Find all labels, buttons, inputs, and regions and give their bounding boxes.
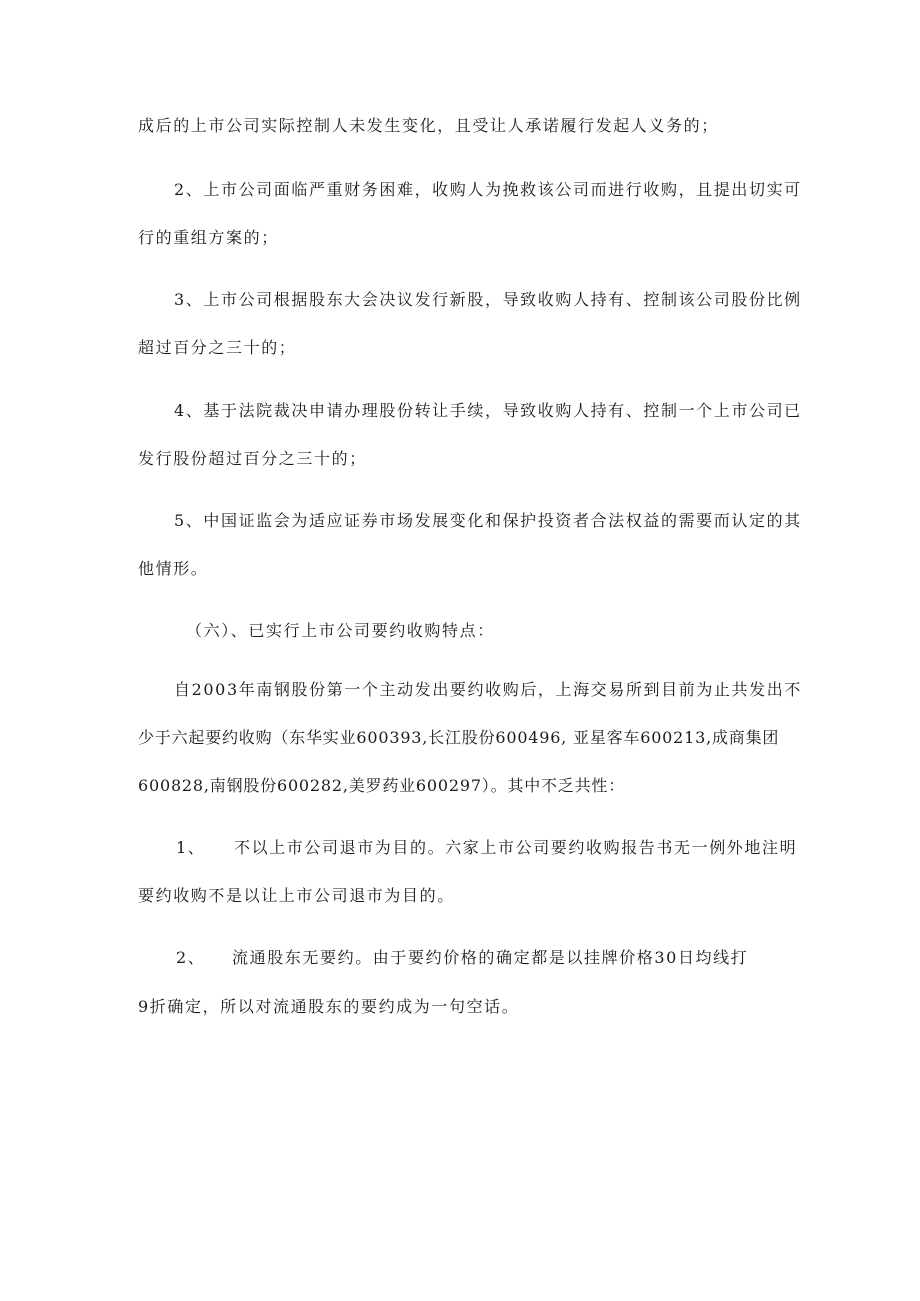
list-item [176,838,798,858]
paragraph-line: 发行股份超过百分之三十的； [138,449,367,468]
list-item-number: 2、 [176,948,206,967]
list-item-text: 不以上市公司退市为目的。六家上市公司要约收购报告书无一例外地注明 [234,838,798,857]
list-item [176,948,749,968]
paragraph-line: 要约收购不是以让上市公司退市为目的。 [138,886,455,905]
paragraph-line: 5、中国证监会为适应证券市场发展变化和保护投资者合法权益的需要而认定的其 [174,511,802,530]
section-heading: （六）、已实行上市公司要约收购特点： [186,621,495,640]
list-item-number: 1、 [176,838,206,857]
paragraph-line: 行的重组方案的； [138,228,279,247]
paragraph-line: 3、上市公司根据股东大会决议发行新股，导致收购人持有、控制该公司股份比例 [174,290,802,309]
list-item-text: 流通股东无要约。由于要约价格的确定都是以挂牌价格30日均线打 [232,948,749,967]
paragraph-line: 2、上市公司面临严重财务困难，收购人为挽救该公司而进行收购，且提出切实可 [174,180,802,199]
paragraph-line: 自2003年南钢股份第一个主动发出要约收购后，上海交易所到目前为止共发出不 [174,680,802,699]
paragraph-line: 成后的上市公司实际控制人未发生变化，且受让人承诺履行发起人义务的； [138,116,719,135]
paragraph-line: 600828,南钢股份600282,美罗药业600297）。其中不乏共性： [138,776,626,795]
paragraph-line: 9折确定，所以对流通股东的要约成为一句空话。 [138,997,520,1016]
paragraph-line: 少于六起要约收购（东华实业600393,长江股份600496, 亚星客车600213,成商集团 [138,728,780,747]
paragraph-line: 超过百分之三十的； [138,338,297,357]
paragraph-line: 他情形。 [138,559,209,578]
paragraph-line: 4、基于法院裁决申请办理股份转让手续，导致收购人持有、控制一个上市公司已 [174,401,802,420]
